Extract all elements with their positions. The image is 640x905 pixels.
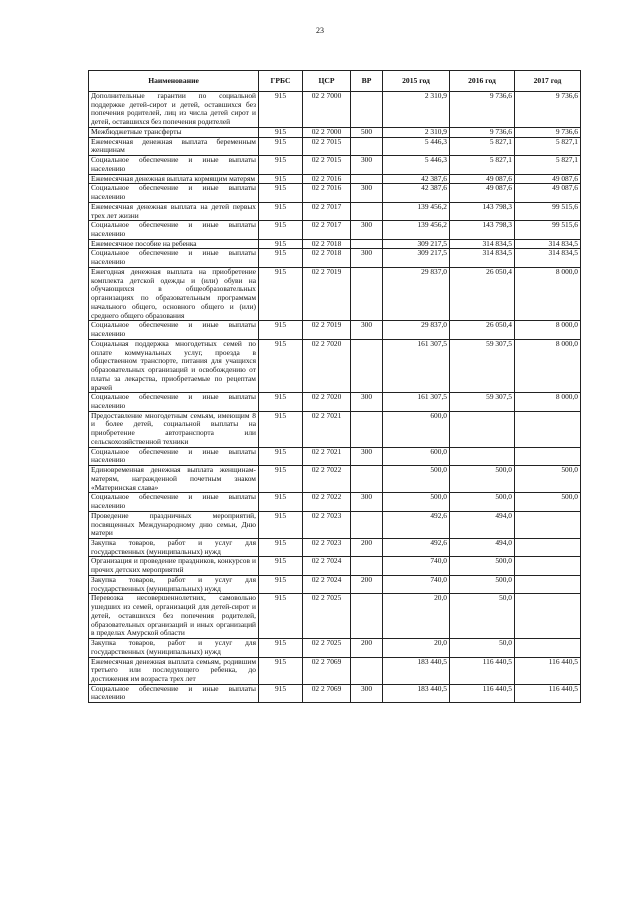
row-2017-cell: 314 834,5 (515, 239, 581, 249)
row-2016-cell: 59 307,5 (450, 339, 515, 392)
row-csr-cell: 02 2 7017 (303, 221, 351, 239)
row-vr-cell: 200 (351, 639, 383, 657)
row-vr-cell (351, 594, 383, 639)
row-name-cell: Проведение праздничных мероприятий, посвященных Международному дню семьи, Дню матери (89, 511, 259, 538)
row-name-cell: Закупка товаров, работ и услуг для государственных (муниципальных) нужд (89, 575, 259, 593)
row-name-cell: Социальная поддержка многодетных семей по оплате коммунальных услуг, проезда в общественном транспорте, питания для учащихся образовательных организаций и освобождению от платы за лекарства, приобретаемые по рецептам врачей (89, 339, 259, 392)
row-2016-cell (450, 411, 515, 447)
row-csr-cell: 02 2 7018 (303, 249, 351, 267)
row-2015-cell: 29 837,0 (383, 267, 450, 320)
row-2016-cell: 500,0 (450, 557, 515, 575)
table-row (89, 575, 581, 593)
row-2015-cell: 183 440,5 (383, 657, 450, 684)
row-2017-cell (515, 557, 581, 575)
row-name-cell: Дополнительные гарантии по социальной поддержке детей-сирот и детей, оставшихся без попечения родителей, лиц из числа детей сирот и детей, оставшихся без попечения родителей (89, 92, 259, 128)
row-2015-cell: 500,0 (383, 466, 450, 493)
page-number: 23 (316, 26, 324, 35)
row-grbs-cell: 915 (259, 127, 303, 137)
table-row (89, 156, 581, 174)
table-row (89, 339, 581, 392)
row-2017-cell (515, 447, 581, 465)
row-2017-cell: 9 736,6 (515, 127, 581, 137)
row-grbs-cell: 915 (259, 156, 303, 174)
table-row (89, 393, 581, 411)
row-2015-cell: 600,0 (383, 411, 450, 447)
row-csr-cell: 02 2 7000 (303, 127, 351, 137)
row-name-cell: Единовременная денежная выплата женщинам-матерям, награжденной почетным знаком «Материнская слава» (89, 466, 259, 493)
row-grbs-cell: 915 (259, 202, 303, 220)
row-csr-cell: 02 2 7020 (303, 393, 351, 411)
row-grbs-cell: 915 (259, 657, 303, 684)
row-csr-cell: 02 2 7019 (303, 267, 351, 320)
row-2015-cell: 139 456,2 (383, 221, 450, 239)
row-2015-cell: 42 387,6 (383, 184, 450, 202)
row-2016-cell: 9 736,6 (450, 92, 515, 128)
row-2015-cell: 492,6 (383, 538, 450, 556)
row-2016-cell: 26 050,4 (450, 267, 515, 320)
row-name-cell: Межбюджетные трансферты (89, 127, 259, 137)
row-name-cell: Ежемесячная денежная выплата беременным женщинам (89, 137, 259, 155)
row-vr-cell (351, 511, 383, 538)
row-grbs-cell: 915 (259, 411, 303, 447)
row-name-cell: Организация и проведение праздников, конкурсов и прочих детских мероприятий (89, 557, 259, 575)
row-grbs-cell: 915 (259, 137, 303, 155)
header-grbs: ГРБС (259, 71, 303, 92)
header-2015: 2015 год (383, 71, 450, 92)
row-2016-cell: 59 307,5 (450, 393, 515, 411)
row-name-cell: Ежемесячная денежная выплата кормящим матерям (89, 174, 259, 184)
row-csr-cell: 02 2 7017 (303, 202, 351, 220)
row-vr-cell: 300 (351, 447, 383, 465)
row-vr-cell: 200 (351, 538, 383, 556)
budget-table (88, 70, 581, 703)
row-csr-cell: 02 2 7018 (303, 239, 351, 249)
row-vr-cell: 300 (351, 684, 383, 702)
header-name: Наименование (89, 71, 259, 92)
table-row (89, 92, 581, 128)
row-grbs-cell: 915 (259, 339, 303, 392)
row-csr-cell: 02 2 7025 (303, 639, 351, 657)
header-vr: ВР (351, 71, 383, 92)
row-grbs-cell: 915 (259, 249, 303, 267)
row-name-cell: Ежемесячная денежная выплата на детей первых трех лет жизни (89, 202, 259, 220)
row-2017-cell: 314 834,5 (515, 249, 581, 267)
row-vr-cell: 300 (351, 321, 383, 339)
row-2017-cell (515, 575, 581, 593)
row-vr-cell (351, 137, 383, 155)
row-grbs-cell: 915 (259, 221, 303, 239)
header-csr: ЦСР (303, 71, 351, 92)
table-row (89, 127, 581, 137)
row-grbs-cell: 915 (259, 447, 303, 465)
row-2015-cell: 42 387,6 (383, 174, 450, 184)
row-vr-cell (351, 239, 383, 249)
row-vr-cell (351, 657, 383, 684)
row-grbs-cell: 915 (259, 92, 303, 128)
row-2015-cell: 492,6 (383, 511, 450, 538)
table-row (89, 137, 581, 155)
row-2017-cell: 49 087,6 (515, 184, 581, 202)
row-name-cell: Социальное обеспечение и иные выплаты населению (89, 156, 259, 174)
row-csr-cell: 02 2 7016 (303, 184, 351, 202)
row-2015-cell: 139 456,2 (383, 202, 450, 220)
row-2017-cell (515, 538, 581, 556)
row-2016-cell: 5 827,1 (450, 156, 515, 174)
row-name-cell: Социальное обеспечение и иные выплаты населению (89, 684, 259, 702)
row-vr-cell: 200 (351, 575, 383, 593)
row-2015-cell: 5 446,3 (383, 137, 450, 155)
row-name-cell: Социальное обеспечение и иные выплаты населению (89, 393, 259, 411)
row-2017-cell: 8 000,0 (515, 339, 581, 392)
row-csr-cell: 02 2 7069 (303, 657, 351, 684)
row-vr-cell: 300 (351, 393, 383, 411)
row-2015-cell: 161 307,5 (383, 339, 450, 392)
row-grbs-cell: 915 (259, 493, 303, 511)
row-grbs-cell: 915 (259, 639, 303, 657)
row-2016-cell: 494,0 (450, 511, 515, 538)
row-name-cell: Социальное обеспечение и иные выплаты населению (89, 249, 259, 267)
row-2017-cell: 116 440,5 (515, 657, 581, 684)
row-2016-cell: 49 087,6 (450, 174, 515, 184)
table-row (89, 684, 581, 702)
row-2017-cell: 500,0 (515, 466, 581, 493)
row-2016-cell: 500,0 (450, 493, 515, 511)
row-name-cell: Закупка товаров, работ и услуг для государственных (муниципальных) нужд (89, 639, 259, 657)
row-csr-cell: 02 2 7015 (303, 137, 351, 155)
row-2017-cell: 8 000,0 (515, 393, 581, 411)
header-2017: 2017 год (515, 71, 581, 92)
table-row (89, 657, 581, 684)
row-grbs-cell: 915 (259, 511, 303, 538)
row-2016-cell: 50,0 (450, 594, 515, 639)
row-vr-cell: 300 (351, 221, 383, 239)
row-2015-cell: 29 837,0 (383, 321, 450, 339)
row-2016-cell: 5 827,1 (450, 137, 515, 155)
row-2015-cell: 2 310,9 (383, 127, 450, 137)
row-grbs-cell: 915 (259, 594, 303, 639)
row-csr-cell: 02 2 7023 (303, 511, 351, 538)
row-csr-cell: 02 2 7019 (303, 321, 351, 339)
row-name-cell: Предоставление многодетным семьям, имеющим 8 и более детей, социальной выплаты на приобретение автотранспорта или сельскохозяйственной техники (89, 411, 259, 447)
row-2016-cell: 314 834,5 (450, 239, 515, 249)
row-vr-cell (351, 267, 383, 320)
row-csr-cell: 02 2 7069 (303, 684, 351, 702)
row-name-cell: Ежемесячная денежная выплата семьям, родившим третьего или последующего ребенка, до достижения им возраста трех лет (89, 657, 259, 684)
row-2016-cell (450, 447, 515, 465)
table-row (89, 411, 581, 447)
row-2017-cell (515, 511, 581, 538)
row-2017-cell: 5 827,1 (515, 137, 581, 155)
row-2017-cell: 500,0 (515, 493, 581, 511)
row-csr-cell: 02 2 7025 (303, 594, 351, 639)
row-vr-cell (351, 202, 383, 220)
row-vr-cell: 500 (351, 127, 383, 137)
row-2017-cell: 116 440,5 (515, 684, 581, 702)
row-vr-cell: 300 (351, 184, 383, 202)
table-row (89, 239, 581, 249)
row-2016-cell: 9 736,6 (450, 127, 515, 137)
row-name-cell: Ежемесячное пособие на ребенка (89, 239, 259, 249)
table-row (89, 493, 581, 511)
row-2015-cell: 183 440,5 (383, 684, 450, 702)
row-name-cell: Перевозка несовершеннолетних, самовольно ушедших из семей, организаций для детей-сирот и детей, оставшихся без попечения родителей, образовательных организаций и иных организаций в пределах Амурской области (89, 594, 259, 639)
row-csr-cell: 02 2 7000 (303, 92, 351, 128)
table-row (89, 221, 581, 239)
row-grbs-cell: 915 (259, 321, 303, 339)
row-name-cell: Социальное обеспечение и иные выплаты населению (89, 493, 259, 511)
table-row (89, 184, 581, 202)
row-2016-cell: 314 834,5 (450, 249, 515, 267)
row-grbs-cell: 915 (259, 184, 303, 202)
row-csr-cell: 02 2 7021 (303, 411, 351, 447)
row-2015-cell: 309 217,5 (383, 239, 450, 249)
row-grbs-cell: 915 (259, 239, 303, 249)
row-csr-cell: 02 2 7021 (303, 447, 351, 465)
row-csr-cell: 02 2 7022 (303, 493, 351, 511)
row-grbs-cell: 915 (259, 267, 303, 320)
table-row (89, 202, 581, 220)
row-csr-cell: 02 2 7023 (303, 538, 351, 556)
row-grbs-cell: 915 (259, 174, 303, 184)
row-2016-cell: 116 440,5 (450, 684, 515, 702)
row-name-cell: Социальное обеспечение и иные выплаты населению (89, 447, 259, 465)
row-2016-cell: 143 798,3 (450, 221, 515, 239)
table-row (89, 447, 581, 465)
table-row (89, 557, 581, 575)
row-2017-cell: 49 087,6 (515, 174, 581, 184)
row-2017-cell (515, 639, 581, 657)
row-2017-cell: 9 736,6 (515, 92, 581, 128)
row-grbs-cell: 915 (259, 684, 303, 702)
table-row (89, 249, 581, 267)
row-name-cell: Социальное обеспечение и иные выплаты населению (89, 321, 259, 339)
table-row (89, 538, 581, 556)
row-2015-cell: 161 307,5 (383, 393, 450, 411)
row-2017-cell (515, 594, 581, 639)
row-2016-cell: 500,0 (450, 575, 515, 593)
header-2016: 2016 год (450, 71, 515, 92)
row-2017-cell (515, 411, 581, 447)
row-name-cell: Социальное обеспечение и иные выплаты населению (89, 221, 259, 239)
row-2017-cell: 99 515,6 (515, 221, 581, 239)
row-csr-cell: 02 2 7015 (303, 156, 351, 174)
row-csr-cell: 02 2 7020 (303, 339, 351, 392)
row-vr-cell (351, 557, 383, 575)
row-vr-cell (351, 92, 383, 128)
row-2016-cell: 50,0 (450, 639, 515, 657)
table-row (89, 594, 581, 639)
table-row (89, 511, 581, 538)
table-row (89, 321, 581, 339)
row-2015-cell: 5 446,3 (383, 156, 450, 174)
row-grbs-cell: 915 (259, 575, 303, 593)
table-body (89, 92, 581, 703)
row-2015-cell: 20,0 (383, 594, 450, 639)
row-2017-cell: 8 000,0 (515, 321, 581, 339)
row-2016-cell: 49 087,6 (450, 184, 515, 202)
row-2015-cell: 740,0 (383, 575, 450, 593)
row-vr-cell: 300 (351, 156, 383, 174)
row-2017-cell: 8 000,0 (515, 267, 581, 320)
row-2016-cell: 116 440,5 (450, 657, 515, 684)
row-2016-cell: 26 050,4 (450, 321, 515, 339)
table-row (89, 466, 581, 493)
table-row (89, 174, 581, 184)
row-vr-cell (351, 466, 383, 493)
row-csr-cell: 02 2 7024 (303, 557, 351, 575)
row-vr-cell (351, 411, 383, 447)
row-csr-cell: 02 2 7024 (303, 575, 351, 593)
table-header-row (89, 71, 581, 92)
row-name-cell: Закупка товаров, работ и услуг для государственных (муниципальных) нужд (89, 538, 259, 556)
row-grbs-cell: 915 (259, 393, 303, 411)
row-csr-cell: 02 2 7022 (303, 466, 351, 493)
row-2015-cell: 500,0 (383, 493, 450, 511)
row-2016-cell: 494,0 (450, 538, 515, 556)
row-vr-cell: 300 (351, 493, 383, 511)
row-csr-cell: 02 2 7016 (303, 174, 351, 184)
row-2015-cell: 740,0 (383, 557, 450, 575)
row-2016-cell: 143 798,3 (450, 202, 515, 220)
row-2015-cell: 309 217,5 (383, 249, 450, 267)
row-vr-cell (351, 174, 383, 184)
row-vr-cell (351, 339, 383, 392)
row-grbs-cell: 915 (259, 466, 303, 493)
row-grbs-cell: 915 (259, 557, 303, 575)
row-2017-cell: 5 827,1 (515, 156, 581, 174)
row-2017-cell: 99 515,6 (515, 202, 581, 220)
table-row (89, 639, 581, 657)
row-2015-cell: 20,0 (383, 639, 450, 657)
row-2016-cell: 500,0 (450, 466, 515, 493)
row-name-cell: Социальное обеспечение и иные выплаты населению (89, 184, 259, 202)
table-row (89, 267, 581, 320)
row-2015-cell: 2 310,9 (383, 92, 450, 128)
row-vr-cell: 300 (351, 249, 383, 267)
row-grbs-cell: 915 (259, 538, 303, 556)
row-name-cell: Ежегодная денежная выплата на приобретение комплекта детской одежды и (или) обуви на обучающихся в общеобразовательных организациях по образовательным программам начального общего, основного общего и (или) среднего общего образования (89, 267, 259, 320)
row-2015-cell: 600,0 (383, 447, 450, 465)
